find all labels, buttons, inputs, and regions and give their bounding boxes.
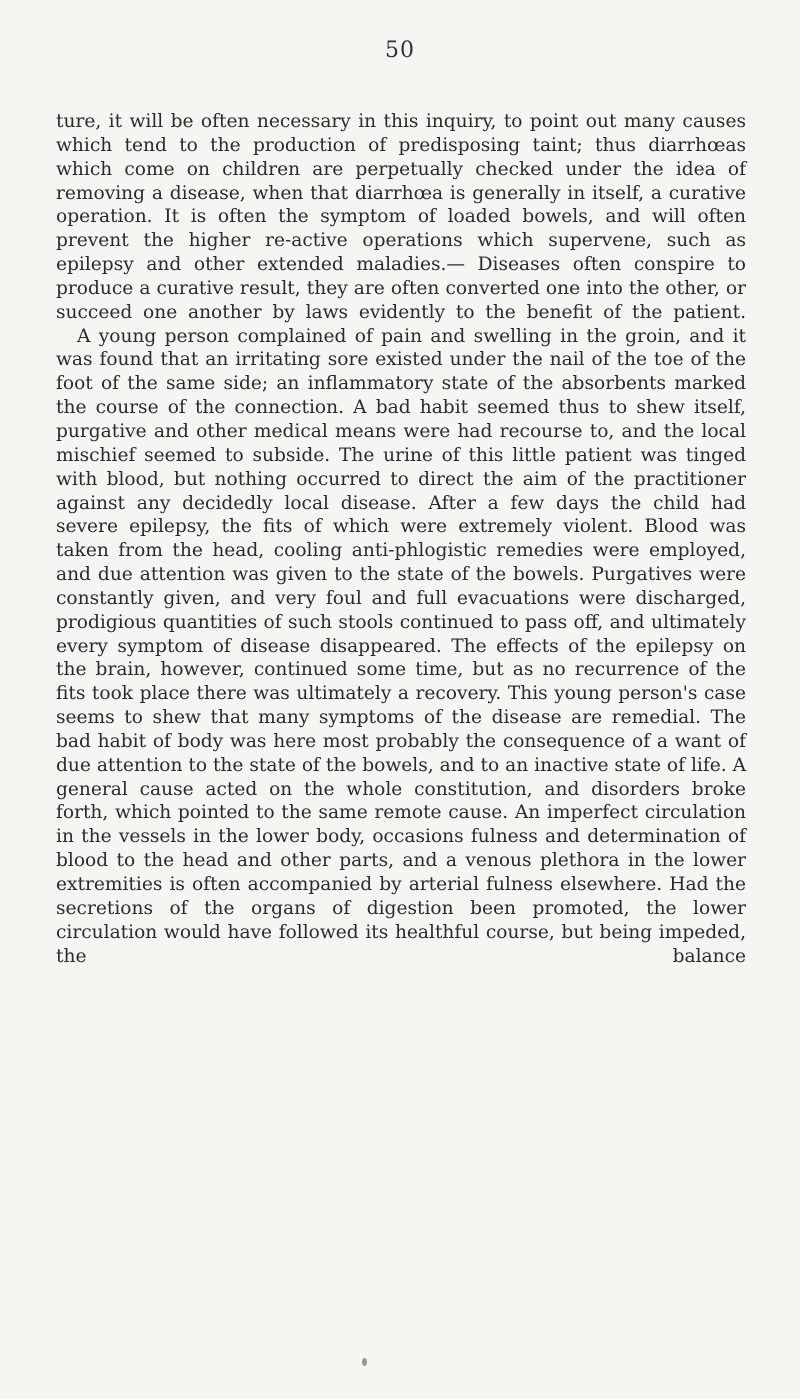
page-number: 50 <box>385 38 415 63</box>
printer-mark <box>362 1358 367 1366</box>
paragraph-1: ture, it will be often necessary in this inquiry, to point out many causes which tend to the production of predisposing taint; thus diarrhœas which come on children are perpetually checked under the idea of removing a disease, when that diarrhœa is generally in itself, a curative operation. It is often the symptom of loaded bowels, and will often prevent the higher re-active operations which supervene, such as epilepsy and other extended maladies.— Diseases often conspire to produce a curative result, they are often converted one into the other, or succeed one another by laws evidently to the benefit of the patient. <box>56 111 746 323</box>
body-text <box>56 110 746 968</box>
paragraph-2: A young person complained of pain and swelling in the groin, and it was found that an irritating sore existed under the nail of the toe of the foot of the same side; an inflammatory state of the absorbents marked the course of the connection. A bad habit seemed thus to shew itself, purgative and other medical means were had recourse to, and the local mischief seemed to subside. The urine of this little patient was tinged with blood, but nothing occurred to direct the aim of the practitioner against any decidedly local disease. After a few days the child had severe epilepsy, the fits of which were extremely violent. Blood was taken from the head, cooling anti-phlogistic remedies were employed, and due attention was given to the state of the bowels. Purgatives were constantly given, and very foul and full evacuations were discharged, prodigious quantities of such stools continued to pass off, and ultimately every symptom of disease disappeared. The effects of the epilepsy on the brain, however, continued some time, but as no recurrence of the fits took place there was ultimately a recovery. This young person's case seems to shew that many symptoms of the disease are remedial. The bad habit of body was here most probably the consequence of a want of due attention to the state of the bowels, and to an inactive state of life. A general cause acted on the whole constitution, and disorders broke forth, which pointed to the same remote cause. An imperfect circulation in the vessels in the lower body, occasions fulness and determination of blood to the head and other parts, and a venous plethora in the lower extremities is often accompanied by arterial fulness elsewhere. Had the secretions of the organs of digestion been promoted, the lower circulation would have followed its healthful course, but being impeded, the balance <box>56 325 746 967</box>
